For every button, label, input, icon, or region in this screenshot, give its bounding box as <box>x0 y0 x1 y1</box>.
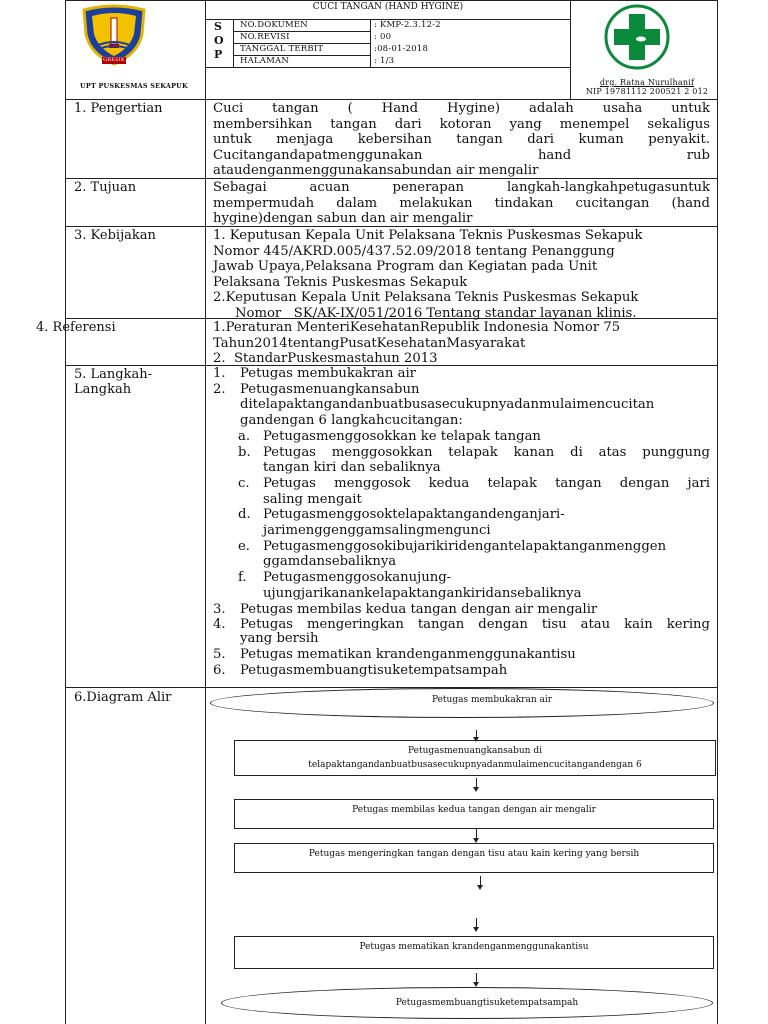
kebijakan-line: Pelaksana Teknis Puskesmas Sekapuk <box>213 274 468 290</box>
signer-name: drg. Ratna Nurulhanif <box>599 78 695 87</box>
meta-value-revisi: : 00 <box>374 32 392 42</box>
kebijakan-line: Nomor SK/AK-IX/051/2016 Tentang standar layanan klinis. <box>235 305 637 321</box>
meta-label-dokumen: NO.DOKUMEN <box>240 20 308 30</box>
pengertian-line: membersihkan tangan dari kotoran yang menempel sekaligus <box>213 116 710 132</box>
pengertian-line: untuk menjaga kebersihan tangan dari kuman penyakit. <box>213 132 710 148</box>
step-text: Petugasmenggosokanujung- <box>263 570 452 586</box>
step-text: ditelapaktangandanbuatbusasecukupnyadanmulaimencucitan <box>240 397 655 413</box>
text-kebijakan <box>213 228 710 322</box>
flow-box-3 <box>234 799 714 829</box>
step-text: Petugas membilas kedua tangan dengan air mengalir <box>240 601 598 617</box>
flow-arrow <box>476 730 477 738</box>
step-number: 5. <box>213 646 226 662</box>
pengertian-line: Cucitangandapatmenggunakan hand rub <box>213 147 710 163</box>
pengertian-line: ataudenganmenggunakansabundan air mengalir <box>213 163 539 179</box>
doc-title: CUCI TANGAN (HAND HYGINE) <box>312 2 464 12</box>
org-name: UPT PUSKESMAS SEKAPUK <box>80 82 188 90</box>
referensi-line: 2. StandarPuskesmastahun 2013 <box>213 351 438 367</box>
meta-value-dokumen: : KMP-2.3.12-2 <box>374 20 441 30</box>
label-langkah-line1: 5. Langkah- <box>74 367 153 382</box>
step-text: Petugas menggosokkan telapak kanan di atas punggung <box>263 444 710 460</box>
flow-arrow <box>476 973 477 983</box>
flow-arrow <box>476 918 477 928</box>
label-langkah <box>74 367 152 397</box>
step-text: Petugas membukakran air <box>240 366 416 381</box>
flow-start-oval <box>210 688 714 718</box>
step-text: Petugas mengeringkan tangan dengan tisu atau kain kering <box>240 617 710 633</box>
step-text: saling mengait <box>263 491 362 507</box>
step-text: Petugasmenggosoktelapaktangandenganjari- <box>263 507 565 523</box>
step-number: d. <box>238 507 251 523</box>
flow-step-2a: Petugasmenuangkansabun di <box>408 746 542 756</box>
step-number: a. <box>238 428 251 444</box>
step-number: c. <box>238 475 250 491</box>
meta-label-halaman: HALAMAN <box>240 56 290 66</box>
step-text: Petugasmenuangkansabun <box>240 381 420 397</box>
flow-box-5 <box>234 936 714 969</box>
flow-box-2 <box>234 740 716 776</box>
header-logo <box>80 4 148 68</box>
flow-arrow <box>476 778 477 788</box>
kebijakan-line: Jawab Upaya,Pelaksana Program dan Kegiatan pada Unit <box>213 259 598 275</box>
sop-letter-s: S <box>214 20 222 33</box>
step-number: 4. <box>213 617 226 633</box>
tujuan-line: Sebagai acuan penerapan langkah-langkahpetugasuntuk <box>213 180 710 195</box>
step-text: yang bersih <box>240 631 319 647</box>
step-text: tangan kiri dan sebaliknya <box>263 460 441 476</box>
step-text: Petugasmenggosokibujarikiridengantelapaktanganmenggen <box>263 538 667 554</box>
step-number: 2. <box>213 381 226 397</box>
label-kebijakan: 3. Kebijakan <box>74 228 156 243</box>
logo-text: GRESIK <box>103 57 125 63</box>
sop-letter-o: O <box>214 34 224 47</box>
step-text: Petugas menggosok kedua telapak tangan dengan jari <box>263 475 710 491</box>
label-langkah-line2: Langkah <box>74 382 132 397</box>
referensi-line: Tahun2014tentangPusatKesehatanMasyarakat <box>213 335 526 351</box>
step-text: jarimenggenggamsalingmengunci <box>263 523 491 538</box>
step-number: 6. <box>213 662 226 678</box>
label-diagram: 6.Diagram Alir <box>74 690 172 705</box>
meta-label-revisi: NO.REVISI <box>240 32 290 42</box>
sop-letter-p: P <box>214 48 223 61</box>
label-pengertian: 1. Pengertian <box>74 101 163 116</box>
step-text: Petugasmenggosokkan ke telapak tangan <box>263 428 541 444</box>
flow-step-5: Petugas mematikan krandenganmenggunakantisu <box>359 942 589 952</box>
meta-value-tanggal: :08-01-2018 <box>374 44 429 54</box>
flow-arrow <box>480 876 481 886</box>
flow-step-4: Petugas mengeringkan tangan dengan tisu atau kain kering yang bersih <box>308 849 640 859</box>
puskesmas-logo <box>603 4 671 70</box>
text-referensi <box>213 320 710 367</box>
step-number: 1. <box>213 366 226 381</box>
tujuan-line: hygine)dengan sabun dan air mengalir <box>213 211 473 227</box>
referensi-line: 1.Peraturan MenteriKesehatanRepublik Indonesia Nomor 75 <box>213 320 621 335</box>
meta-value-halaman: : 1/3 <box>374 56 395 66</box>
kebijakan-line: 1. Keputusan Kepala Unit Pelaksana Teknis Puskesmas Sekapuk <box>213 228 643 243</box>
tujuan-line: mempermudah dalam melakukan tindakan cucitangan (hand <box>213 195 710 211</box>
text-tujuan <box>213 180 710 227</box>
flow-end-oval <box>221 987 713 1019</box>
flow-box-4 <box>234 843 714 873</box>
step-text: gandengan 6 langkahcucitangan: <box>240 413 463 429</box>
flow-step-6: Petugasmembuangtisuketempatsampah <box>395 998 579 1008</box>
signer-nip: NIP 19781112 200521 2 012 <box>585 87 709 96</box>
flow-step-2b: telapaktangandanbuatbusasecukupnyadanmulaimencucitangandengan 6 <box>308 760 642 770</box>
step-number: 3. <box>213 601 226 617</box>
label-tujuan: 2. Tujuan <box>74 180 137 195</box>
step-text: Petugasmembuangtisuketempatsampah <box>240 662 508 678</box>
step-text: ggamdansebaliknya <box>263 554 397 570</box>
step-text: Petugas mematikan krandenganmenggunakantisu <box>240 646 576 662</box>
step-number: b. <box>238 444 251 460</box>
flow-step-1: Petugas membukakran air <box>431 695 553 705</box>
kebijakan-line: Nomor 445/AKRD.005/437.52.09/2018 tentang Penanggung <box>213 243 615 259</box>
pengertian-line: Cuci tangan ( Hand Hygine) adalah usaha untuk <box>213 101 710 116</box>
text-pengertian <box>213 101 710 179</box>
flow-arrow <box>476 829 477 839</box>
label-referensi: 4. Referensi <box>36 320 116 335</box>
step-number: e. <box>238 538 250 554</box>
flow-step-3: Petugas membilas kedua tangan dengan air mengalir <box>352 805 596 815</box>
step-text: ujungjarikanankelapaktangankiridansebaliknya <box>263 585 582 601</box>
meta-label-tanggal: TANGGAL TERBIT <box>240 44 324 54</box>
step-number: f. <box>238 570 247 586</box>
kebijakan-line: 2.Keputusan Kepala Unit Pelaksana Teknis Puskesmas Sekapuk <box>213 290 639 306</box>
